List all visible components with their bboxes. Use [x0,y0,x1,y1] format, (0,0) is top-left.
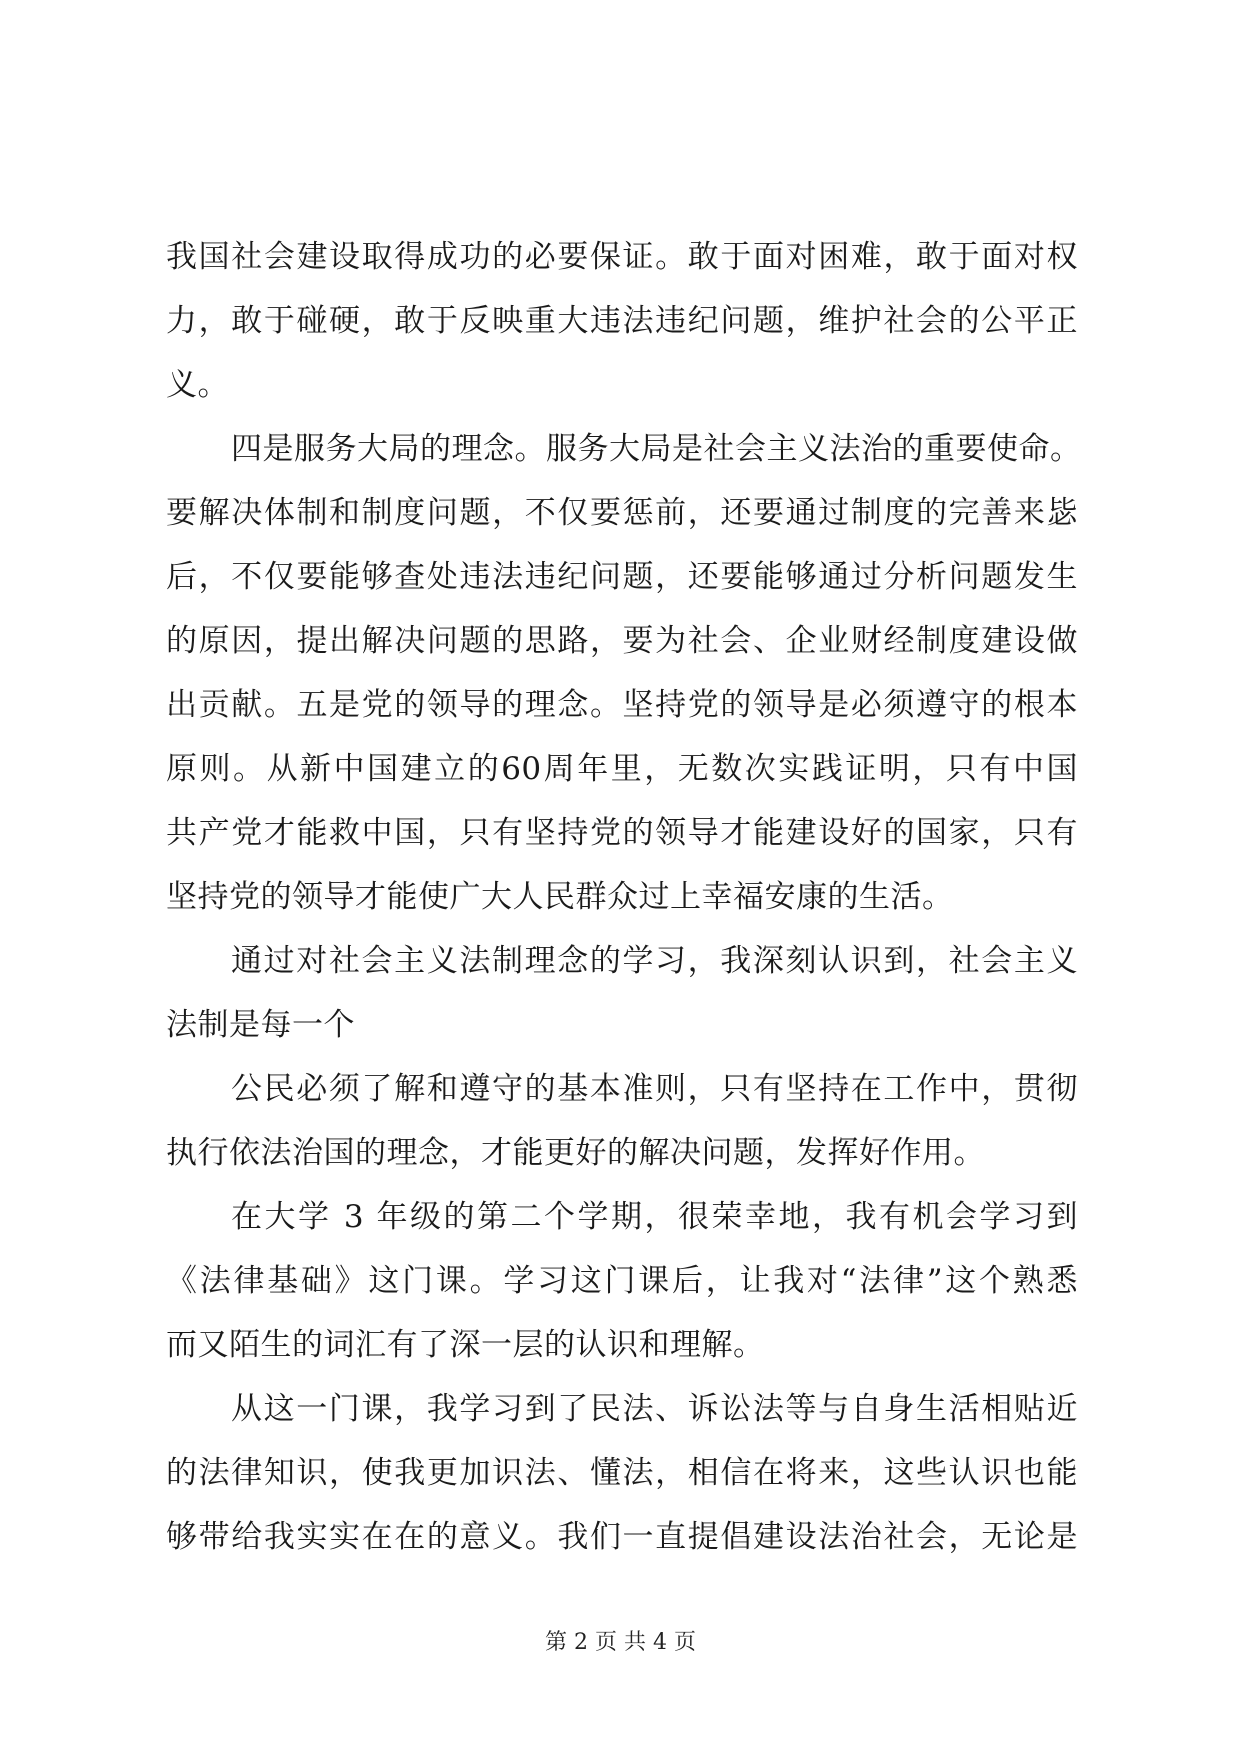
text-line: 而又陌生的词汇有了深一层的认识和理解。 [166,1327,765,1363]
text-line: 执行依法治国的理念，才能更好的解决问题，发挥好作用。 [166,1135,985,1171]
text-line: 在大学 3 年级的第二个学期，很荣幸地，我有机会学习到 [231,1199,1078,1235]
text-line: 坚持党的领导才能使广大人民群众过上幸福安康的生活。 [166,879,954,915]
text-line: 共产党才能救中国，只有坚持党的领导才能建设好的国家，只有 [166,815,1078,851]
text-line: 后，不仅要能够查处违法违纪问题，还要能够通过分析问题发生 [166,559,1078,595]
text-line: 出贡献。五是党的领导的理念。坚持党的领导是必须遵守的根本 [166,687,1078,723]
text-line: 力，敢于碰硬，敢于反映重大违法违纪问题，维护社会的公平正 [166,303,1078,339]
text-line: 的原因，提出解决问题的思路，要为社会、企业财经制度建设做 [166,623,1078,659]
text-line: 从这一门课，我学习到了民法、诉讼法等与自身生活相贴近 [231,1391,1078,1427]
text-line: 原则。从新中国建立的60周年里，无数次实践证明，只有中国 [166,751,1078,787]
text-line: 够带给我实实在在的意义。我们一直提倡建设法治社会，无论是 [166,1519,1078,1555]
document-body [166,225,1082,1569]
text-line: 义。 [166,367,229,403]
text-line: 通过对社会主义法制理念的学习，我深刻认识到，社会主义 [231,943,1078,979]
text-line: 《法律基础》这门课。学习这门课后，让我对“法律”这个熟悉 [166,1263,1078,1299]
text-line: 要解决体制和制度问题，不仅要惩前，还要通过制度的完善来毖 [166,495,1078,531]
text-line: 我国社会建设取得成功的必要保证。敢于面对困难，敢于面对权 [166,239,1078,275]
text-line: 公民必须了解和遵守的基本准则，只有坚持在工作中，贯彻 [231,1071,1078,1107]
page-number-footer: 第 2 页 共 4 页 [545,1630,696,1655]
text-line: 四是服务大局的理念。服务大局是社会主义法治的重要使命。 [231,431,1082,467]
text-line: 法制是每一个 [166,1007,355,1043]
text-line: 的法律知识，使我更加识法、懂法，相信在将来，这些认识也能 [166,1455,1078,1491]
